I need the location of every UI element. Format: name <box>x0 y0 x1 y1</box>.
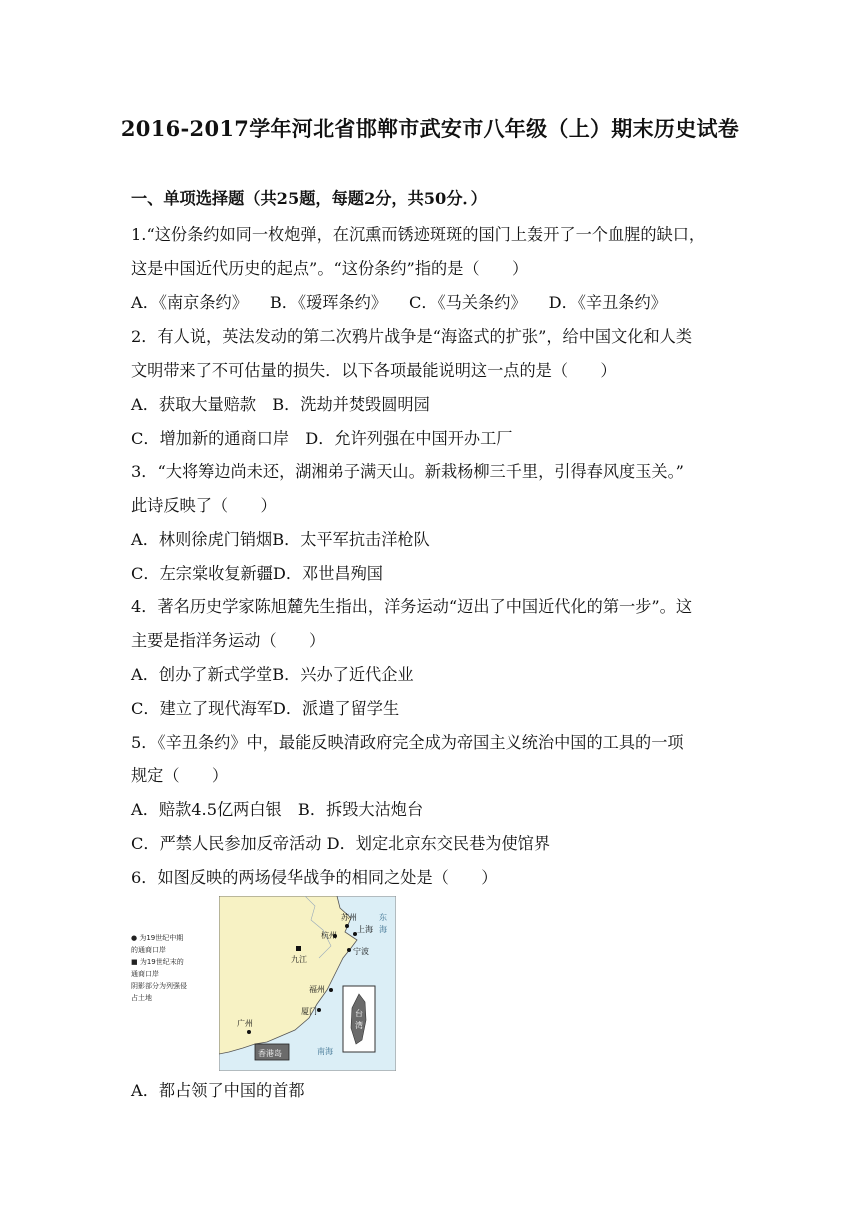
question-4-options-cd: C．建立了现代海军D．派遣了留学生 <box>131 699 400 718</box>
label-ningbo: 宁波 <box>353 947 369 956</box>
legend-line-1: ● 为19世纪中期 <box>131 934 184 942</box>
legend-line-5: 阴影部分为列强侵 <box>131 982 187 990</box>
question-1-stem-line1: 1.“这份条约如同一枚炮弹，在沉熏而锈迹斑斑的国门上轰开了一个血腥的缺口， <box>131 225 706 244</box>
question-2-stem-line2: 文明带来了不可估量的损失．以下各项最能说明这一点的是（ ） <box>131 361 617 380</box>
marker-fuzhou <box>329 988 333 992</box>
question-3-options-ab: A．林则徐虎门销烟B．太平军抗击洋枪队 <box>131 530 430 549</box>
marker-suzhou <box>345 924 349 928</box>
question-2-stem-line1: 2．有人说，英法发动的第二次鸦片战争是“海盗式的扩张”，给中国文化和人类 <box>131 327 693 346</box>
label-nanhai: 南海 <box>317 1047 333 1056</box>
label-donghai-1: 东 <box>379 913 387 922</box>
question-5-stem-line2: 规定（ ） <box>131 766 229 785</box>
question-1-stem-line2: 这是中国近代历史的起点”。“这份条约”指的是（ ） <box>131 259 529 278</box>
page-title: 2016-2017学年河北省邯郸市武安市八年级（上）期末历史试卷 <box>120 116 740 141</box>
section-heading: 一、单项选择题（共25题，每题2分，共50分．） <box>131 189 487 208</box>
question-4-stem-line2: 主要是指洋务运动（ ） <box>131 631 326 650</box>
marker-guangzhou <box>247 1030 251 1034</box>
marker-jiujiang <box>296 946 301 951</box>
map-legend <box>131 932 223 1004</box>
question-2-options-ab: A．获取大量赔款 B．洗劫并焚毁圆明园 <box>131 395 430 414</box>
question-5-options-cd: C．严禁人民参加反帝活动 D．划定北京东交民巷为使馆界 <box>131 834 551 853</box>
label-guangzhou: 广州 <box>237 1019 253 1028</box>
question-4-options-ab: A．创办了新式学堂B．兴办了近代企业 <box>131 665 414 684</box>
label-donghai-2: 海 <box>379 925 387 934</box>
question-6-stem: 6．如图反映的两场侵华战争的相同之处是（ ） <box>131 868 498 887</box>
question-3-options-cd: C．左宗棠收复新疆D．邓世昌殉国 <box>131 564 383 583</box>
label-taiwan-1: 台 <box>355 1009 363 1018</box>
marker-xiamen <box>317 1008 321 1012</box>
label-shanghai: 上海 <box>357 925 373 934</box>
option-d: D．《辛丑条约》 <box>548 293 667 312</box>
label-jiujiang: 九江 <box>291 955 307 964</box>
option-b: B．《瑷珲条约》 <box>269 293 388 312</box>
question-4-stem-line1: 4．著名历史学家陈旭麓先生指出，洋务运动“迈出了中国近代化的第一步”。这 <box>131 597 693 616</box>
china-coast-map <box>219 896 396 1071</box>
option-a: A．《南京条约》 <box>131 293 248 312</box>
question-6-option-a: A．都占领了中国的首都 <box>131 1081 305 1100</box>
question-6-map-figure <box>131 896 396 1071</box>
question-1-options <box>131 293 667 313</box>
question-5-options-ab: A．赔款4.5亿两白银 B．拆毁大沽炮台 <box>131 800 424 819</box>
legend-line-3: ■ 为19世纪末的 <box>131 958 184 966</box>
label-hangzhou: 杭州 <box>321 931 337 940</box>
option-c: C．《马关条约》 <box>409 293 527 312</box>
marker-ningbo <box>347 948 351 952</box>
label-fuzhou: 福州 <box>309 985 325 994</box>
legend-line-2: 的通商口岸 <box>131 946 166 954</box>
label-xiamen: 厦门 <box>301 1007 317 1016</box>
legend-line-4: 通商口岸 <box>131 970 159 978</box>
legend-line-6: 占土地 <box>131 994 152 1002</box>
question-2-options-cd: C．增加新的通商口岸 D．允许列强在中国开办工厂 <box>131 429 513 448</box>
label-taiwan-2: 湾 <box>355 1021 363 1030</box>
label-hongkong: 香港岛 <box>258 1049 282 1058</box>
question-5-stem-line1: 5．《辛丑条约》中，最能反映清政府完全成为帝国主义统治中国的工具的一项 <box>131 733 684 752</box>
label-suzhou: 苏州 <box>341 913 357 922</box>
question-3-stem-line1: 3．“大将筹边尚未还，湖湘弟子满天山。新栽杨柳三千里，引得春风度玉关。” <box>131 462 684 481</box>
question-3-stem-line2: 此诗反映了（ ） <box>131 496 277 515</box>
